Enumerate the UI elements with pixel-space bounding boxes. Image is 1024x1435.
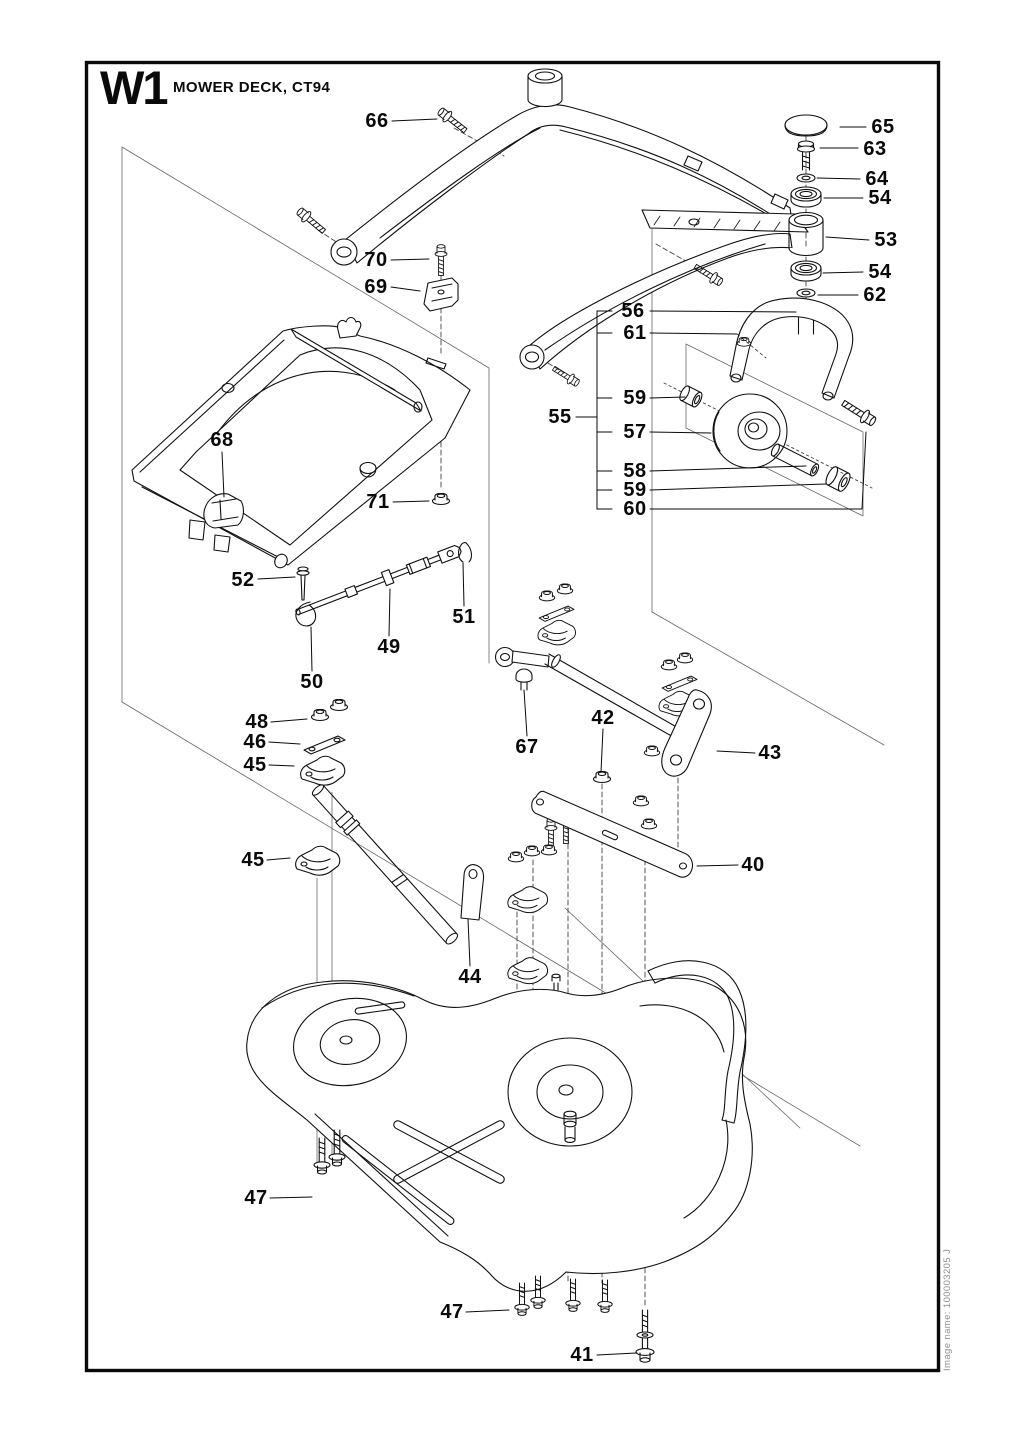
image-name-text: Image name: 100003205 J: [942, 1248, 953, 1371]
callout-56: 56: [621, 300, 645, 322]
callout-51: 51: [452, 606, 476, 628]
mounting-bolt-left-tab: [295, 205, 328, 236]
callout-68: 68: [210, 429, 234, 451]
lower-arm-weldment: [520, 234, 792, 370]
upper-arm-weldment: [331, 69, 808, 265]
callout-67: 67: [515, 736, 539, 758]
callout-57: 57: [623, 421, 647, 443]
callout-49: 49: [377, 636, 401, 658]
bolt-70: [435, 245, 447, 276]
callout-45a: 45: [243, 754, 267, 776]
callout-53: 53: [874, 229, 898, 251]
callout-65: 65: [871, 116, 895, 138]
lift-frame: [132, 318, 470, 571]
callout-40: 40: [741, 854, 765, 876]
callout-62: 62: [863, 284, 887, 306]
callout-58: 58: [623, 460, 647, 482]
caster-pivot-stack: [785, 115, 827, 297]
callout-52: 52: [231, 569, 255, 591]
callout-41: 41: [570, 1344, 594, 1366]
callout-70: 70: [364, 249, 388, 271]
callout-46: 46: [243, 731, 267, 753]
callout-54b: 54: [868, 261, 892, 283]
callout-47a: 47: [244, 1187, 268, 1209]
callout-64: 64: [865, 168, 889, 190]
callout-55: 55: [548, 406, 572, 428]
callout-42: 42: [591, 707, 615, 729]
nut-71: [433, 494, 450, 505]
callout-44: 44: [458, 966, 482, 988]
page-title: MOWER DECK, CT94: [173, 79, 331, 96]
callout-45b: 45: [241, 849, 265, 871]
callout-48: 48: [245, 711, 269, 733]
page-code: W1: [100, 61, 167, 114]
deck-shell: [247, 961, 753, 1292]
bolt-41: [636, 1310, 654, 1362]
callout-61: 61: [623, 322, 647, 344]
stabilizer-assembly: [496, 584, 712, 984]
callout-47b: 47: [440, 1301, 464, 1323]
callout-66: 66: [365, 110, 389, 132]
bracket-69: [424, 278, 458, 311]
callout-71: 71: [366, 491, 390, 513]
callout-60: 60: [623, 498, 647, 520]
caster-fork: [730, 298, 853, 400]
mounting-bolt-66: [436, 105, 470, 135]
callout-54a: 54: [868, 187, 892, 209]
callout-63: 63: [863, 138, 887, 160]
callout-59a: 59: [623, 387, 647, 409]
lift-link-rod: [294, 543, 472, 626]
callout-50: 50: [300, 671, 324, 693]
callout-59b: 59: [623, 479, 647, 501]
callout-43: 43: [758, 742, 782, 764]
callout-69: 69: [364, 276, 388, 298]
